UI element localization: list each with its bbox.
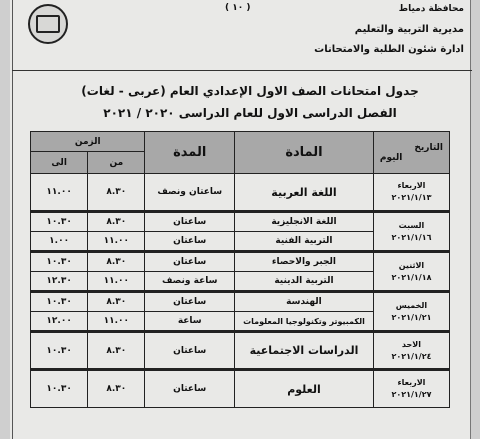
date-label: ٢٠٢١/١/٢٤: [391, 351, 432, 361]
header-date: التاريخ: [414, 142, 443, 153]
subject-cell: العلوم: [235, 370, 374, 408]
duration-cell: ساعة ونصف: [145, 272, 235, 292]
table-row-date: [373, 252, 449, 292]
exam-schedule-table: [30, 131, 450, 408]
subject-cell: الهندسة: [235, 292, 374, 312]
subject-cell: الجبر والاحصاء: [235, 252, 374, 272]
to-cell: ١٠.٣٠: [31, 252, 88, 272]
to-cell: ١٢.٣٠: [31, 272, 88, 292]
to-cell: ١٠.٣٠: [31, 370, 88, 408]
day-label: السبت: [398, 220, 425, 230]
schedule-title: جدول امتحانات الصف الاول الإعدادي العام (عربى - لغات): [81, 84, 419, 98]
day-label: الاحد: [401, 339, 421, 349]
subject-cell: التربية الفنية: [235, 232, 374, 252]
duration-cell: ساعتان ونصف: [145, 174, 235, 212]
day-label: الاربعاء: [397, 181, 426, 190]
table-row-date: [373, 174, 449, 212]
directorate-line: مديرية التربية والتعليم: [354, 24, 464, 35]
table-row-date: [373, 332, 449, 370]
to-cell: ١٠.٣٠: [31, 332, 88, 370]
duration-cell: ساعتان: [145, 332, 235, 370]
ministry-logo: [28, 4, 68, 44]
date-label: ٢٠٢١/١/١٨: [391, 272, 432, 282]
duration-cell: ساعتان: [145, 370, 235, 408]
date-label: ٢٠٢١/١/١٦: [391, 232, 432, 242]
header-from: من: [88, 152, 145, 174]
from-cell: ١١.٠٠: [88, 232, 145, 252]
date-label: ٢٠٢١/١/٢١: [391, 312, 432, 322]
subject-cell: اللغة العربية: [235, 174, 374, 212]
duration-cell: ساعتان: [145, 212, 235, 232]
duration-cell: ساعة: [145, 312, 235, 332]
date-label: ٢٠٢١/١/٢٧: [391, 390, 432, 399]
header-day: اليوم: [379, 152, 403, 163]
subject-cell: الدراسات الاجتماعية: [235, 332, 374, 370]
header-to: الى: [31, 152, 88, 174]
header-duration: المدة: [145, 132, 235, 174]
table-row-date: [373, 292, 449, 332]
subject-cell: اللغة الانجليزية: [235, 212, 374, 232]
governorate-line: محافظة دمياط: [398, 4, 464, 14]
page-number: ( ١٠ ): [225, 3, 251, 13]
from-cell: ٨.٣٠: [88, 252, 145, 272]
day-label: الاثنين: [398, 260, 425, 270]
duration-cell: ساعتان: [145, 292, 235, 312]
from-cell: ٨.٣٠: [88, 332, 145, 370]
margin-line-left: [12, 0, 13, 439]
from-cell: ٨.٣٠: [88, 370, 145, 408]
duration-cell: ساعتان: [145, 252, 235, 272]
margin-line-right: [470, 0, 471, 439]
to-cell: ١٢.٠٠: [31, 312, 88, 332]
header-divider: [12, 70, 472, 71]
from-cell: ١١.٠٠: [88, 272, 145, 292]
table-row-date: [373, 370, 449, 408]
to-cell: ١٠.٣٠: [31, 212, 88, 232]
to-cell: ١.٠٠: [31, 232, 88, 252]
date-label: ٢٠٢١/١/١٣: [391, 193, 432, 202]
to-cell: ١٠.٣٠: [31, 292, 88, 312]
day-label: الخميس: [395, 300, 428, 310]
header-date-day: [373, 132, 449, 174]
department-line: ادارة شئون الطلبة والامتحانات: [314, 44, 464, 55]
from-cell: ٨.٣٠: [88, 174, 145, 212]
from-cell: ١١.٠٠: [88, 312, 145, 332]
header-time: الزمن: [31, 132, 145, 152]
from-cell: ٨.٣٠: [88, 292, 145, 312]
subject-cell: التربية الدينية: [235, 272, 374, 292]
to-cell: ١١.٠٠: [31, 174, 88, 212]
duration-cell: ساعتان: [145, 232, 235, 252]
subject-cell: الكمبيوتر وتكنولوجيا المعلومات: [235, 312, 374, 332]
table-row-date: [373, 212, 449, 252]
from-cell: ٨.٣٠: [88, 212, 145, 232]
day-label: الاربعاء: [397, 378, 426, 387]
schedule-subtitle: الفصل الدراسى الاول للعام الدراسى ٢٠٢٠ / ٢٠٢١: [103, 106, 397, 120]
header-subject: المادة: [235, 132, 374, 174]
